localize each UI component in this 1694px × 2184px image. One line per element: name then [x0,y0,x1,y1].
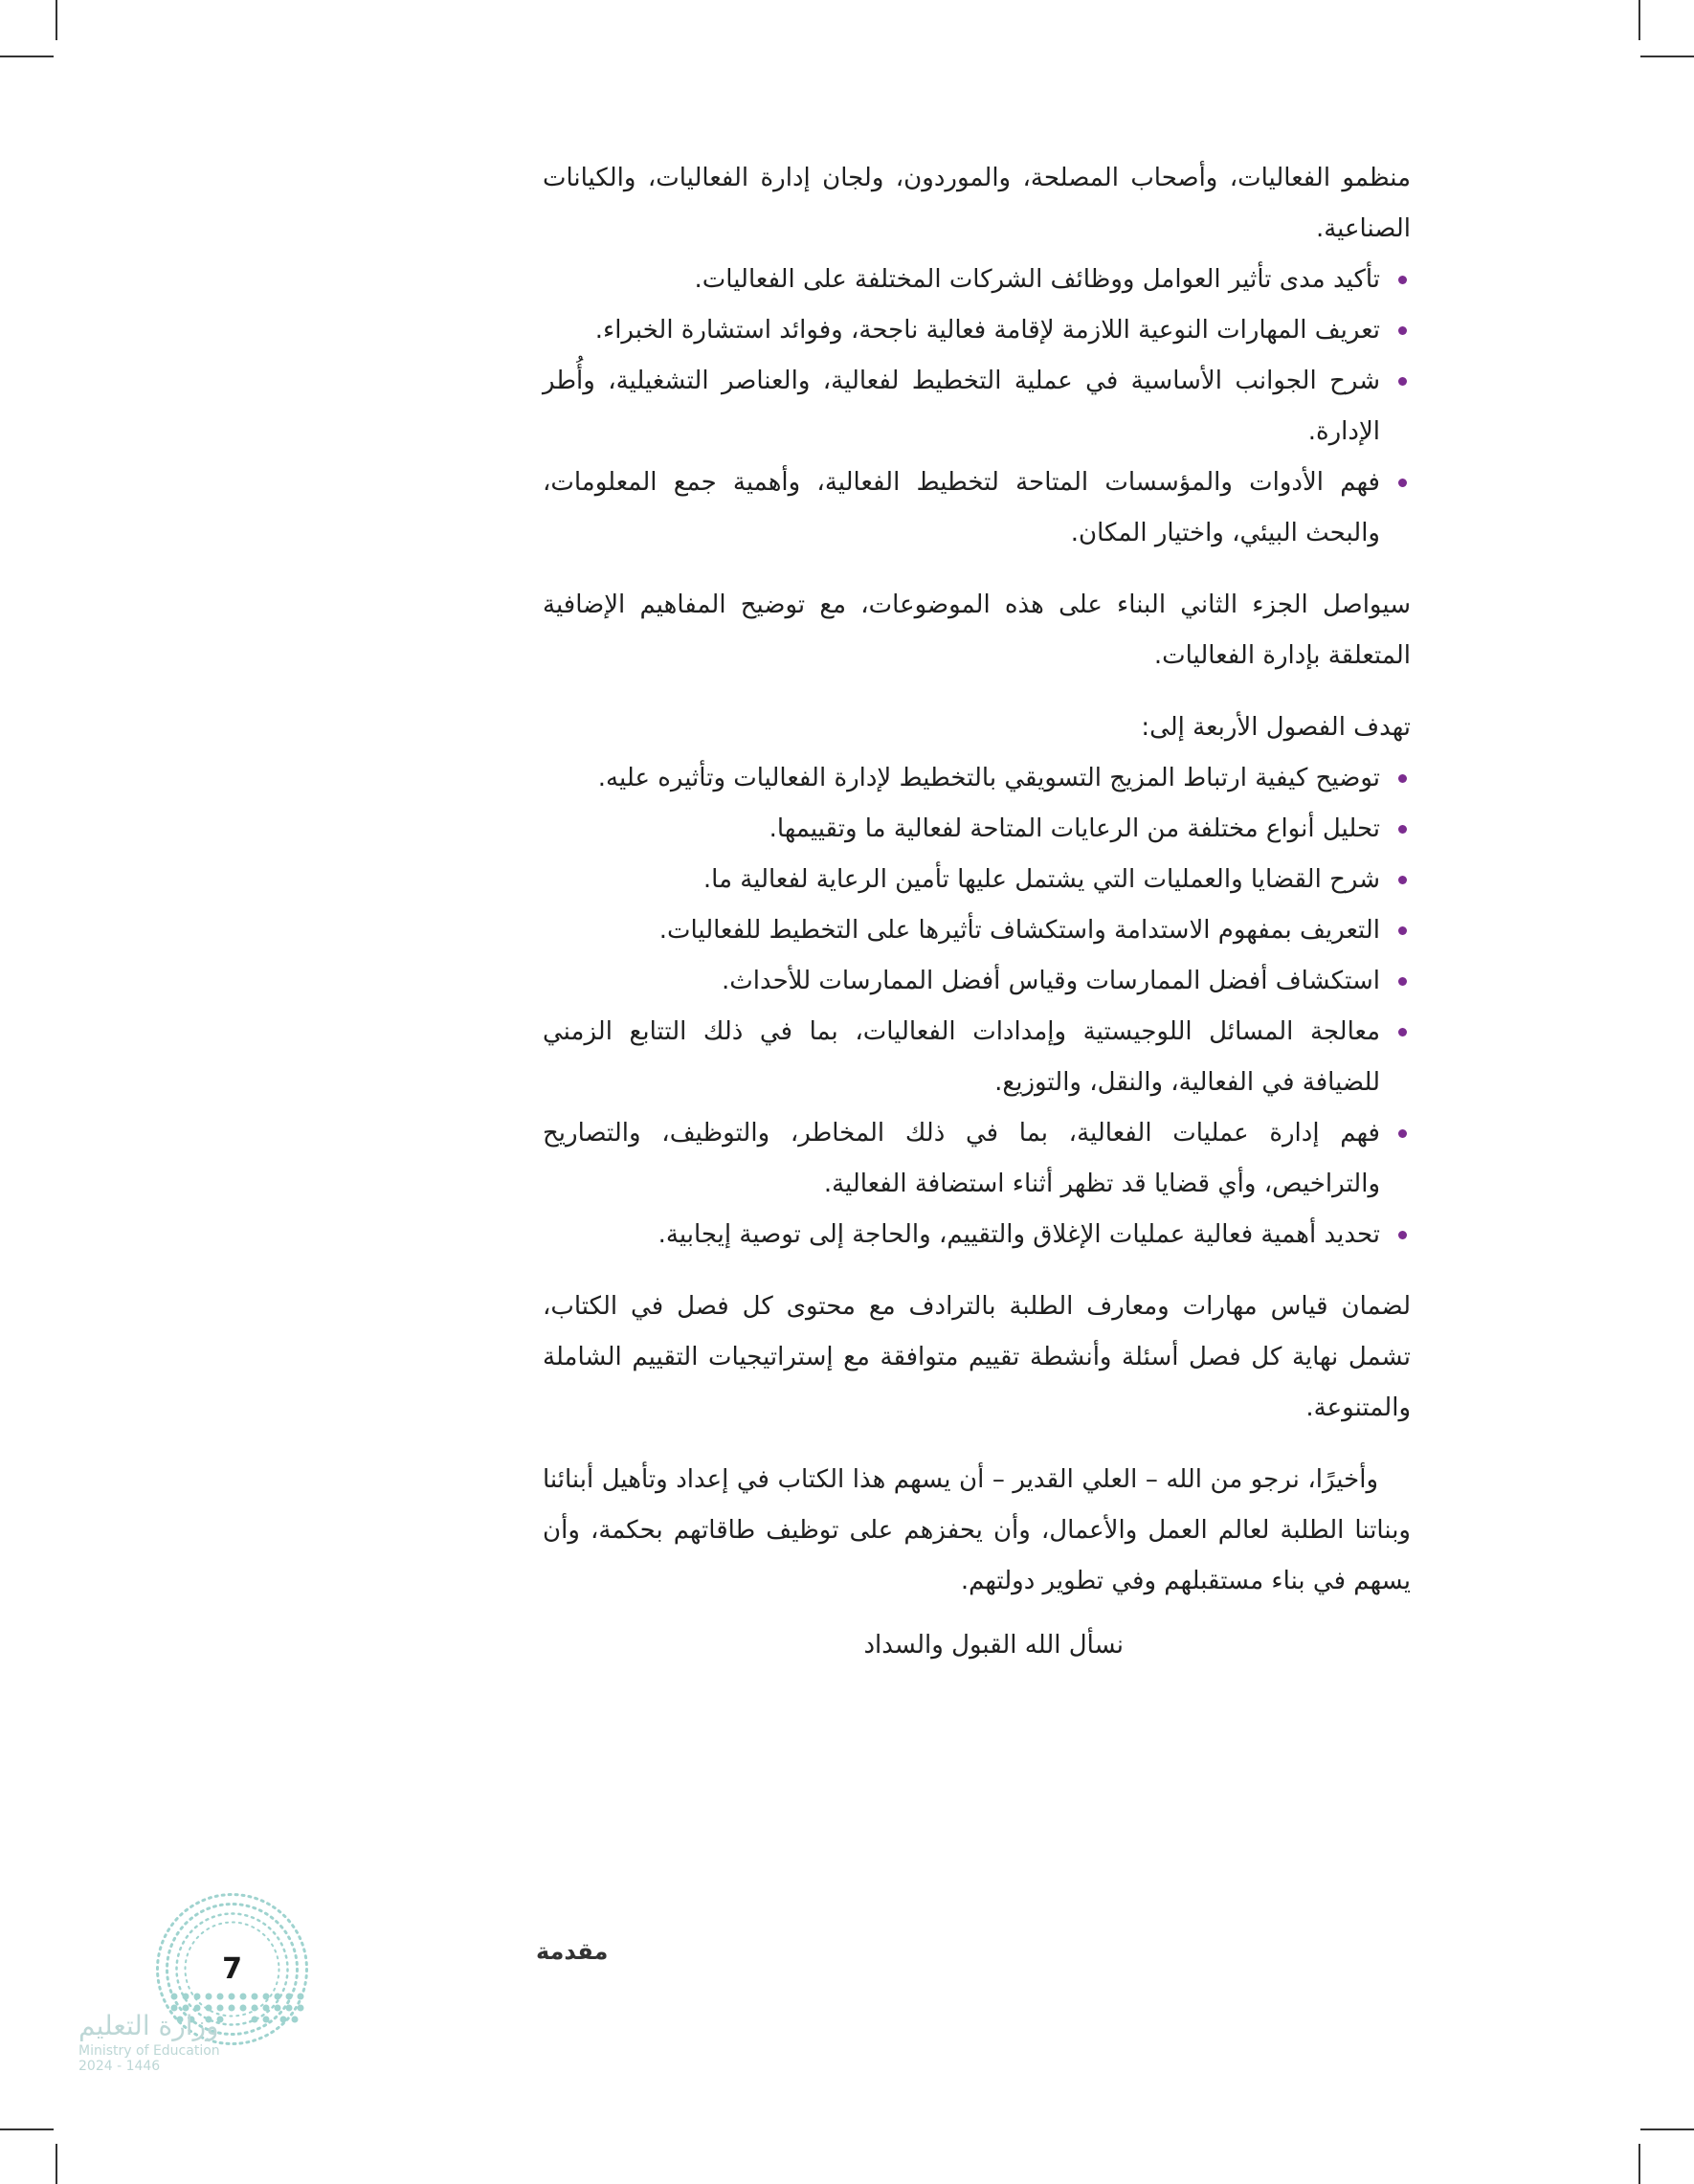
crop-mark [0,56,54,57]
list-item: تحديد أهمية فعالية عمليات الإغلاق والتقييم، والحاجة إلى توصية إيجابية. [543,1210,1411,1260]
ministry-name-en: Ministry of Education [78,2043,220,2059]
list-item: معالجة المسائل اللوجيستية وإمدادات الفعاليات، بما في ذلك التتابع الزمني للضيافة في الفعالية، والنقل، والتوزيع. [543,1007,1411,1108]
crop-mark [0,2128,54,2130]
crop-mark [1640,56,1694,57]
list-item: فهم إدارة عمليات الفعالية، بما في ذلك المخاطر، والتوظيف، والتصاريح والتراخيص، وأي قضايا قد تظهر أثناء استضافة الفعالية. [543,1108,1411,1210]
list-item: تعريف المهارات النوعية اللازمة لإقامة فعالية ناجحة، وفوائد استشارة الخبراء. [543,305,1411,356]
closing-paragraph: وأخيرًا، نرجو من الله – العلي القدير – أن يسهم هذا الكتاب في إعداد وتأهيل أبنائنا وبناتنا الطلبة لعالم العمل والأعمال، وأن يحفزهم على توظيف طاقاتهم بحكمة، وأن يسهم في بناء مستقبلهم وفي تطوير دولتهم. [543,1465,1411,1595]
chapters-list [543,753,1411,1260]
edition-year: 2024 - 1446 [78,2059,161,2074]
signoff: نسأل الله القبول والسداد [863,1631,1124,1660]
crop-mark [1638,2144,1640,2184]
ministry-name-ar: وزارة التعليم [78,2010,219,2041]
intro-paragraph: منظمو الفعاليات، وأصحاب المصلحة، والموردون، ولجان إدارة الفعاليات، والكيانات الصناعية. [543,164,1411,243]
list-item: توضيح كيفية ارتباط المزيج التسويقي بالتخطيط لإدارة الفعاليات وتأثيره عليه. [543,753,1411,804]
part1-list [543,255,1411,559]
part2-paragraph: سيواصل الجزء الثاني البناء على هذه الموضوعات، مع توضيح المفاهيم الإضافية المتعلقة بإدارة الفعاليات. [543,591,1411,670]
list-item: تحليل أنواع مختلفة من الرعايات المتاحة لفعالية ما وتقييمها. [543,804,1411,855]
section-label: مقدمة [536,1938,609,1965]
page-number: 7 [222,1952,242,1986]
assessment-paragraph: لضمان قياس مهارات ومعارف الطلبة بالترادف مع محتوى كل فصل في الكتاب، تشمل نهاية كل فصل أسئلة وأنشطة تقييم متوافقة مع إستراتيجيات التقييم الشاملة والمتنوعة. [543,1292,1411,1422]
crop-mark [56,2144,57,2184]
crop-mark [56,0,57,40]
page-body [543,153,1411,1671]
list-item: فهم الأدوات والمؤسسات المتاحة لتخطيط الفعالية، وأهمية جمع المعلومات، والبحث البيئي، واختيار المكان. [543,457,1411,559]
list-item: شرح الجوانب الأساسية في عملية التخطيط لفعالية، والعناصر التشغيلية، وأُطر الإدارة. [543,356,1411,457]
list-item: استكشاف أفضل الممارسات وقياس أفضل الممارسات للأحداث. [543,956,1411,1007]
list-item: شرح القضايا والعمليات التي يشتمل عليها تأمين الرعاية لفعالية ما. [543,855,1411,905]
ministry-logo [78,2010,251,2074]
crop-mark [1638,0,1640,40]
list-item: التعريف بمفهوم الاستدامة واستكشاف تأثيرها على التخطيط للفعاليات. [543,905,1411,956]
crop-mark [1640,2128,1694,2130]
list-item: تأكيد مدى تأثير العوامل ووظائف الشركات المختلفة على الفعاليات. [543,255,1411,305]
chapters-lead: تهدف الفصول الأربعة إلى: [1141,713,1411,742]
